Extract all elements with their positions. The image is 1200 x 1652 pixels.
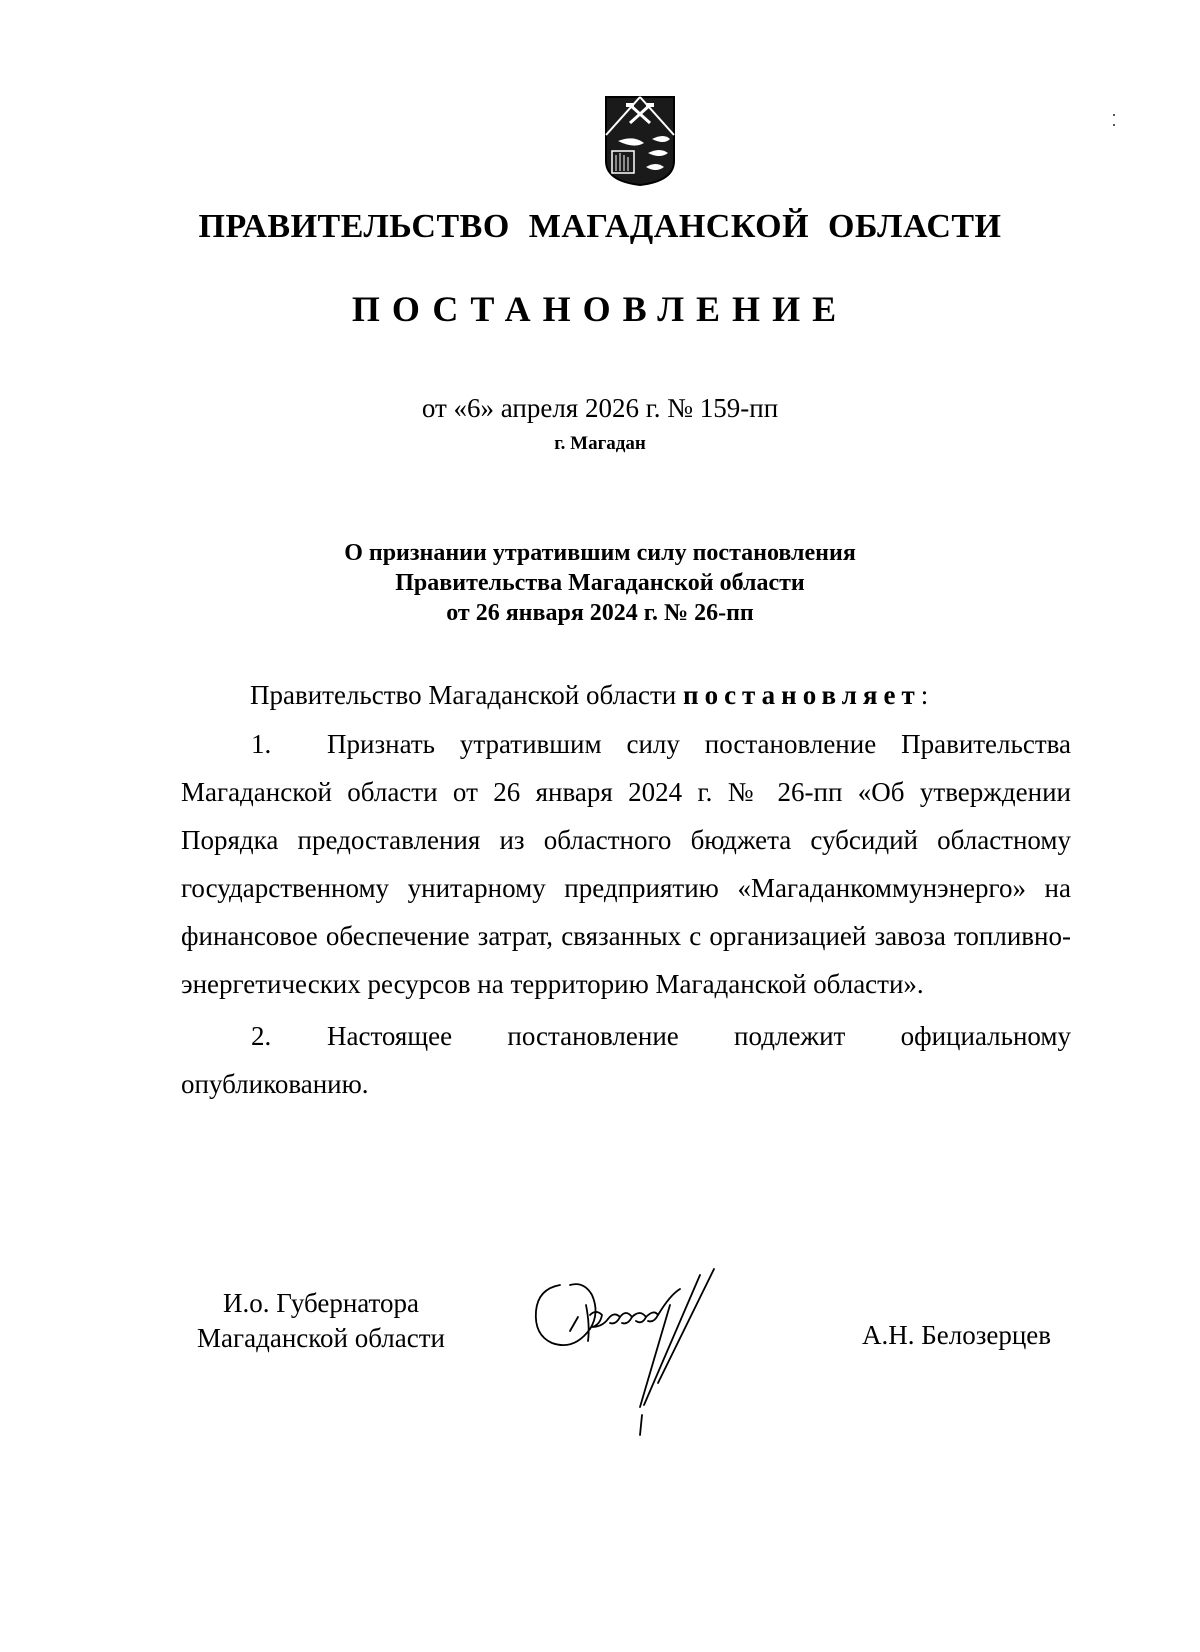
position-line-2: Магаданской области — [197, 1323, 445, 1353]
preamble-prefix: Правительство Магаданской области — [250, 680, 684, 710]
paragraph-item-2 — [181, 1012, 1071, 1108]
item-1-number: 1. — [251, 729, 272, 759]
organization-name: ПРАВИТЕЛЬСТВО МАГАДАНСКОЙ ОБЛАСТИ — [198, 208, 1002, 245]
preamble — [250, 680, 928, 711]
preamble-spaced: постановляет — [683, 680, 921, 710]
document-date-number: от «6» апреля 2026 г. № 159-пп — [421, 393, 779, 423]
preamble-suffix: : — [920, 680, 929, 710]
document-title — [0, 538, 1200, 628]
document-type: ПОСТАНОВЛЕНИЕ — [351, 289, 849, 329]
scan-speck — [1113, 124, 1115, 126]
title-line-2: Правительства Магаданской области — [395, 570, 805, 596]
item-2-text: Настоящее постановление подлежит официальному опубликованию. — [181, 1021, 1071, 1099]
item-1-text: Признать утратившим силу постановление Правительства Магаданской области от 26 января 2024 г. № 26-пп «Об утверждении Порядка предоставления из областного бюджета субсидий областному государственному унитарному предприятию «Магаданкоммунэнерго» на финансовое обеспечение затрат, связанных с организацией завоза топливно-энергетических ресурсов на территорию Магаданской области». — [181, 729, 1071, 999]
signatory-position — [186, 1286, 456, 1356]
paragraph-item-1 — [181, 720, 1071, 1008]
title-line-1: О признании утратившим силу постановления — [344, 540, 856, 566]
scan-speck — [1113, 114, 1115, 116]
document-city: г. Магадан — [554, 433, 646, 454]
signatory-name: А.Н. Белозерцев — [862, 1320, 1052, 1350]
signature-icon — [530, 1265, 760, 1445]
title-line-3: от 26 января 2024 г. № 26-пп — [446, 600, 754, 626]
item-2-number: 2. — [251, 1021, 272, 1051]
position-line-1: И.о. Губернатора — [222, 1288, 419, 1318]
coat-of-arms-icon — [604, 95, 676, 187]
